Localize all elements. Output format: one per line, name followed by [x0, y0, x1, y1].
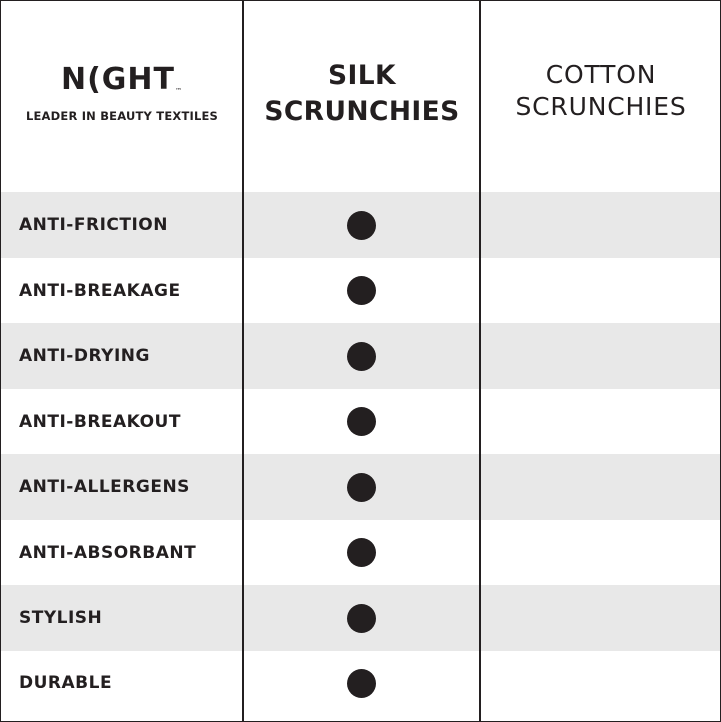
- silk-check-dot: [347, 604, 376, 633]
- cotton-cell-empty: [482, 323, 720, 389]
- cotton-cell-empty: [482, 520, 720, 585]
- feature-label: STYLISH: [19, 608, 103, 628]
- cotton-title-line1: COTTON: [545, 59, 657, 89]
- brand-tagline: LEADER IN BEAUTY TEXTILES: [25, 108, 219, 123]
- silk-check-dot: [347, 211, 376, 240]
- feature-label: ANTI-ABSORBANT: [19, 542, 197, 563]
- cotton-cell-empty: [482, 651, 720, 715]
- silk-check-dot: [347, 407, 376, 436]
- table-row: [1, 192, 720, 258]
- brand-cell: [1, 1, 243, 192]
- feature-label: DURABLE: [19, 673, 113, 693]
- table-row: [1, 323, 720, 389]
- table-row: [1, 454, 720, 520]
- silk-column-header: [244, 1, 480, 192]
- cotton-cell-empty: [482, 585, 720, 651]
- silk-check-dot: [347, 538, 376, 567]
- cotton-cell-empty: [482, 389, 720, 454]
- silk-title-line2: SCRUNCHIES: [264, 95, 460, 127]
- silk-check-dot: [347, 342, 376, 371]
- feature-label: ANTI-DRYING: [19, 346, 150, 366]
- cotton-column-header: [482, 1, 720, 192]
- table-row: [1, 585, 720, 651]
- column-divider: [479, 1, 481, 721]
- table-row: [1, 258, 720, 323]
- brand-logo: N(GHT™: [60, 61, 183, 97]
- silk-check-dot: [347, 669, 376, 698]
- table-header: [1, 1, 720, 192]
- feature-label: ANTI-ALLERGENS: [19, 477, 190, 497]
- silk-check-dot: [347, 473, 376, 502]
- table-row: [1, 389, 720, 454]
- cotton-cell-empty: [482, 192, 720, 258]
- table-row: [1, 520, 720, 585]
- feature-label: ANTI-BREAKAGE: [19, 280, 181, 301]
- cotton-title-line2: SCRUNCHIES: [515, 91, 687, 121]
- feature-label: ANTI-FRICTION: [19, 215, 168, 235]
- silk-title-line1: SILK: [328, 59, 396, 91]
- column-divider: [242, 1, 244, 721]
- table-row: [1, 651, 720, 715]
- feature-rows: [1, 192, 720, 715]
- silk-check-dot: [347, 276, 376, 305]
- cotton-cell-empty: [482, 454, 720, 520]
- cotton-cell-empty: [482, 258, 720, 323]
- feature-label: ANTI-BREAKOUT: [19, 411, 181, 432]
